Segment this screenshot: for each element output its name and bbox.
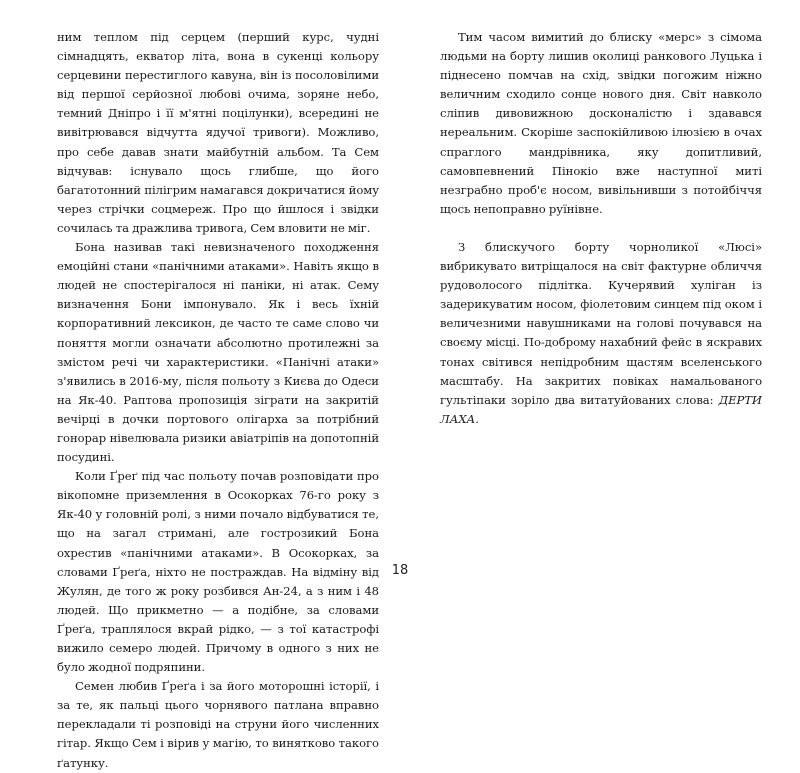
left-paragraph-4: Семен любив Ґреґа і за його моторошні історії, і за те, як пальці цього чорнявого патлана вправно перекладали ті розповіді на струни його численних гітар. Якщо Сем і вірив у магію, то винятково такого ґатунку. <box>57 679 379 770</box>
right-paragraph-2-text: З блискучого борту чорноликої «Люсі» вибрикувато витріщалося на світ фактурне обличчя рудоволосого підлітка. Кучерявий хуліган із задерикуватим носом, фіолетовим синцем під оком і величезними навушниками на голові почувався на своєму місці. По-доброму нахабний фейс в яскравих тонах світився непідробним щастям вселенського масштабу. На закритих повіках намальованого гультіпаки зоріло два витатуйованих слова: <box>440 239 762 407</box>
right-page <box>440 28 762 429</box>
left-page <box>57 28 379 773</box>
left-paragraph-1: ним теплом під серцем (перший курс, чудні сімнадцять, екватор літа, вона в сукенці кольору серцевини перестиглого кавуна, він із посоловілими від першої серйозної любові очима, зоряне небо, темний Дніпро і її м'ятні поцілунки), всередині не вивітрювався відчутта ядучої тривоги). Можливо, про себе давав знати майбутній альбом. Та Сем відчував: існувало щось глибше, що його багатотонний пілігрим намагався докричатися йому через стрічки соцмереж. Про що йшлося і звідки сочилась та дражлива тривога, Сем вловити не міг. <box>57 30 379 235</box>
tattoo-words: ДЕРТИ ЛАХА. <box>440 392 762 426</box>
left-paragraph-2: Бона називав такі невизначеного походження емоційні стани «панічними атаками». Навіть якщо в людей не спостерігалося ні паніки, ні атак. Сему визначення Бони імпонувало. Як і весь їхній корпоративний лексикон, де часто те саме слово чи поняття могли означати абсолютно протилежні за змістом речі чи характеристики. «Панічні атаки» з'явились в 2016-му, після польоту з Києва до Одеси на Як-40. Раптова пропозиція зіграти на закритій вечірці в дочки портового олігарха за потрібний гонорар нівелювала ризики авіатріпів на допотопній посудині. <box>57 240 379 465</box>
left-paragraph-3: Коли Ґреґ під час польоту почав розповідати про вікопомне приземлення в Осокорках 76-го року з Як-40 у головній ролі, з ними почало відбуватися те, що на загал стримані, але гострозикий Бона охрестив «панічними атаками». В Осокорках, за словами Ґреґа, ніхто не постраждав. На відміну від Жулян, де того ж року розбився Ан-24, а з ним і 48 людей. Що прикметно — а подібне, за словами Ґреґа, траплялося вкрай рідко, — з тої катастрофі вижило семеро людей. Причому в одного з них не було жодної подряпини. <box>57 469 379 675</box>
right-paragraph-1: Тим часом вимитий до блиску «мерс» з сімома людьми на борту лишив околиці ранкового Луцька і піднесено помчав на схід, звідки погожим ніжно величним сходило сонце нового дня. Світ навколо сліпив дивовижною досконалістю і здавався нереальним. Скоріше заспокійливою ілюзією в очах спраглого мандрівника, яку допитливий, самовпевнений Пінокіо вже наступної миті незграбно проб'є носом, вивільнивши з потойбіччя щось непоправно руїнівне. <box>440 30 762 216</box>
right-paragraph-2 <box>440 238 762 429</box>
page-number: 18 <box>391 563 409 578</box>
